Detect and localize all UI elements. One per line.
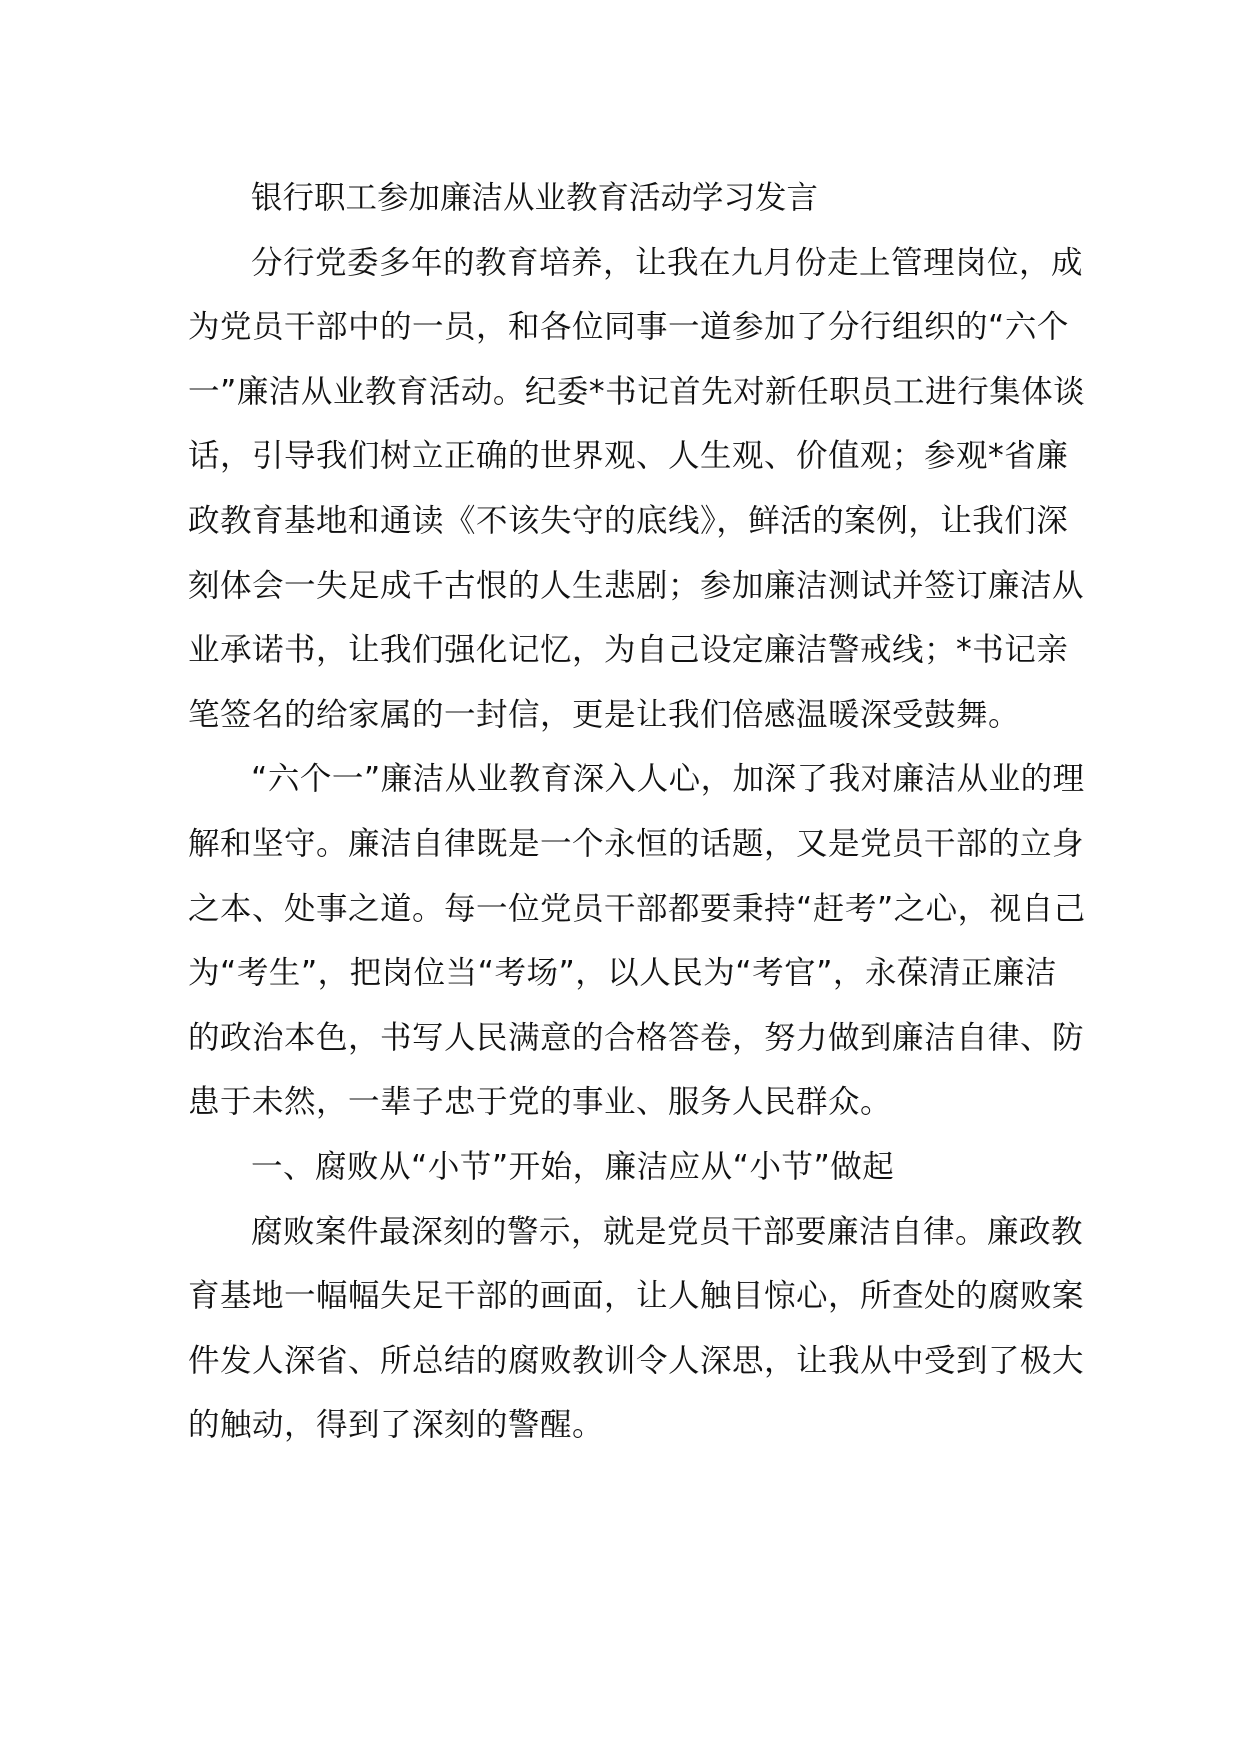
paragraph-corruption: 腐败案件最深刻的警示，就是党员干部要廉洁自律。廉政教育基地一幅幅失足干部的画面，让人触目惊心，所查处的腐败案件发人深省、所总结的腐败教训令人深思，让我从中受到了极大的触动，得到了深刻的警醒。 xyxy=(188,1213,1085,1444)
document-body xyxy=(188,166,1088,1458)
paragraph-education: “六个一”廉洁从业教育深入人心，加深了我对廉洁从业的理解和坚守。廉洁自律既是一个永恒的话题，又是党员干部的立身之本、处事之道。每一位党员干部都要秉持“赶考”之心，视自己为“考生”，把岗位当“考场”，以人民为“考官”，永葆清正廉洁的政治本色，书写人民满意的合格答卷，努力做到廉洁自律、防患于未然，一辈子忠于党的事业、服务人民群众。 xyxy=(188,761,1086,1121)
section-heading-1: 一、腐败从“小节”开始，廉洁应从“小节”做起 xyxy=(251,1148,895,1185)
paragraph-intro: 分行党委多年的教育培养，让我在九月份走上管理岗位，成为党员干部中的一员，和各位同事一道参加了分行组织的“六个一”廉洁从业教育活动。纪委*书记首先对新任职员工进行集体谈话，引导我们树立正确的世界观、人生观、价值观；参观*省廉政教育基地和通读《不该失守的底线》，鲜活的案例，让我们深刻体会一失足成千古恨的人生悲剧；参加廉洁测试并签订廉洁从业承诺书，让我们强化记忆，为自己设定廉洁警戒线；*书记亲笔签名的给家属的一封信，更是让我们倍感温暖深受鼓舞。 xyxy=(188,244,1086,733)
document-title: 银行职工参加廉洁从业教育活动学习发言 xyxy=(251,180,819,216)
